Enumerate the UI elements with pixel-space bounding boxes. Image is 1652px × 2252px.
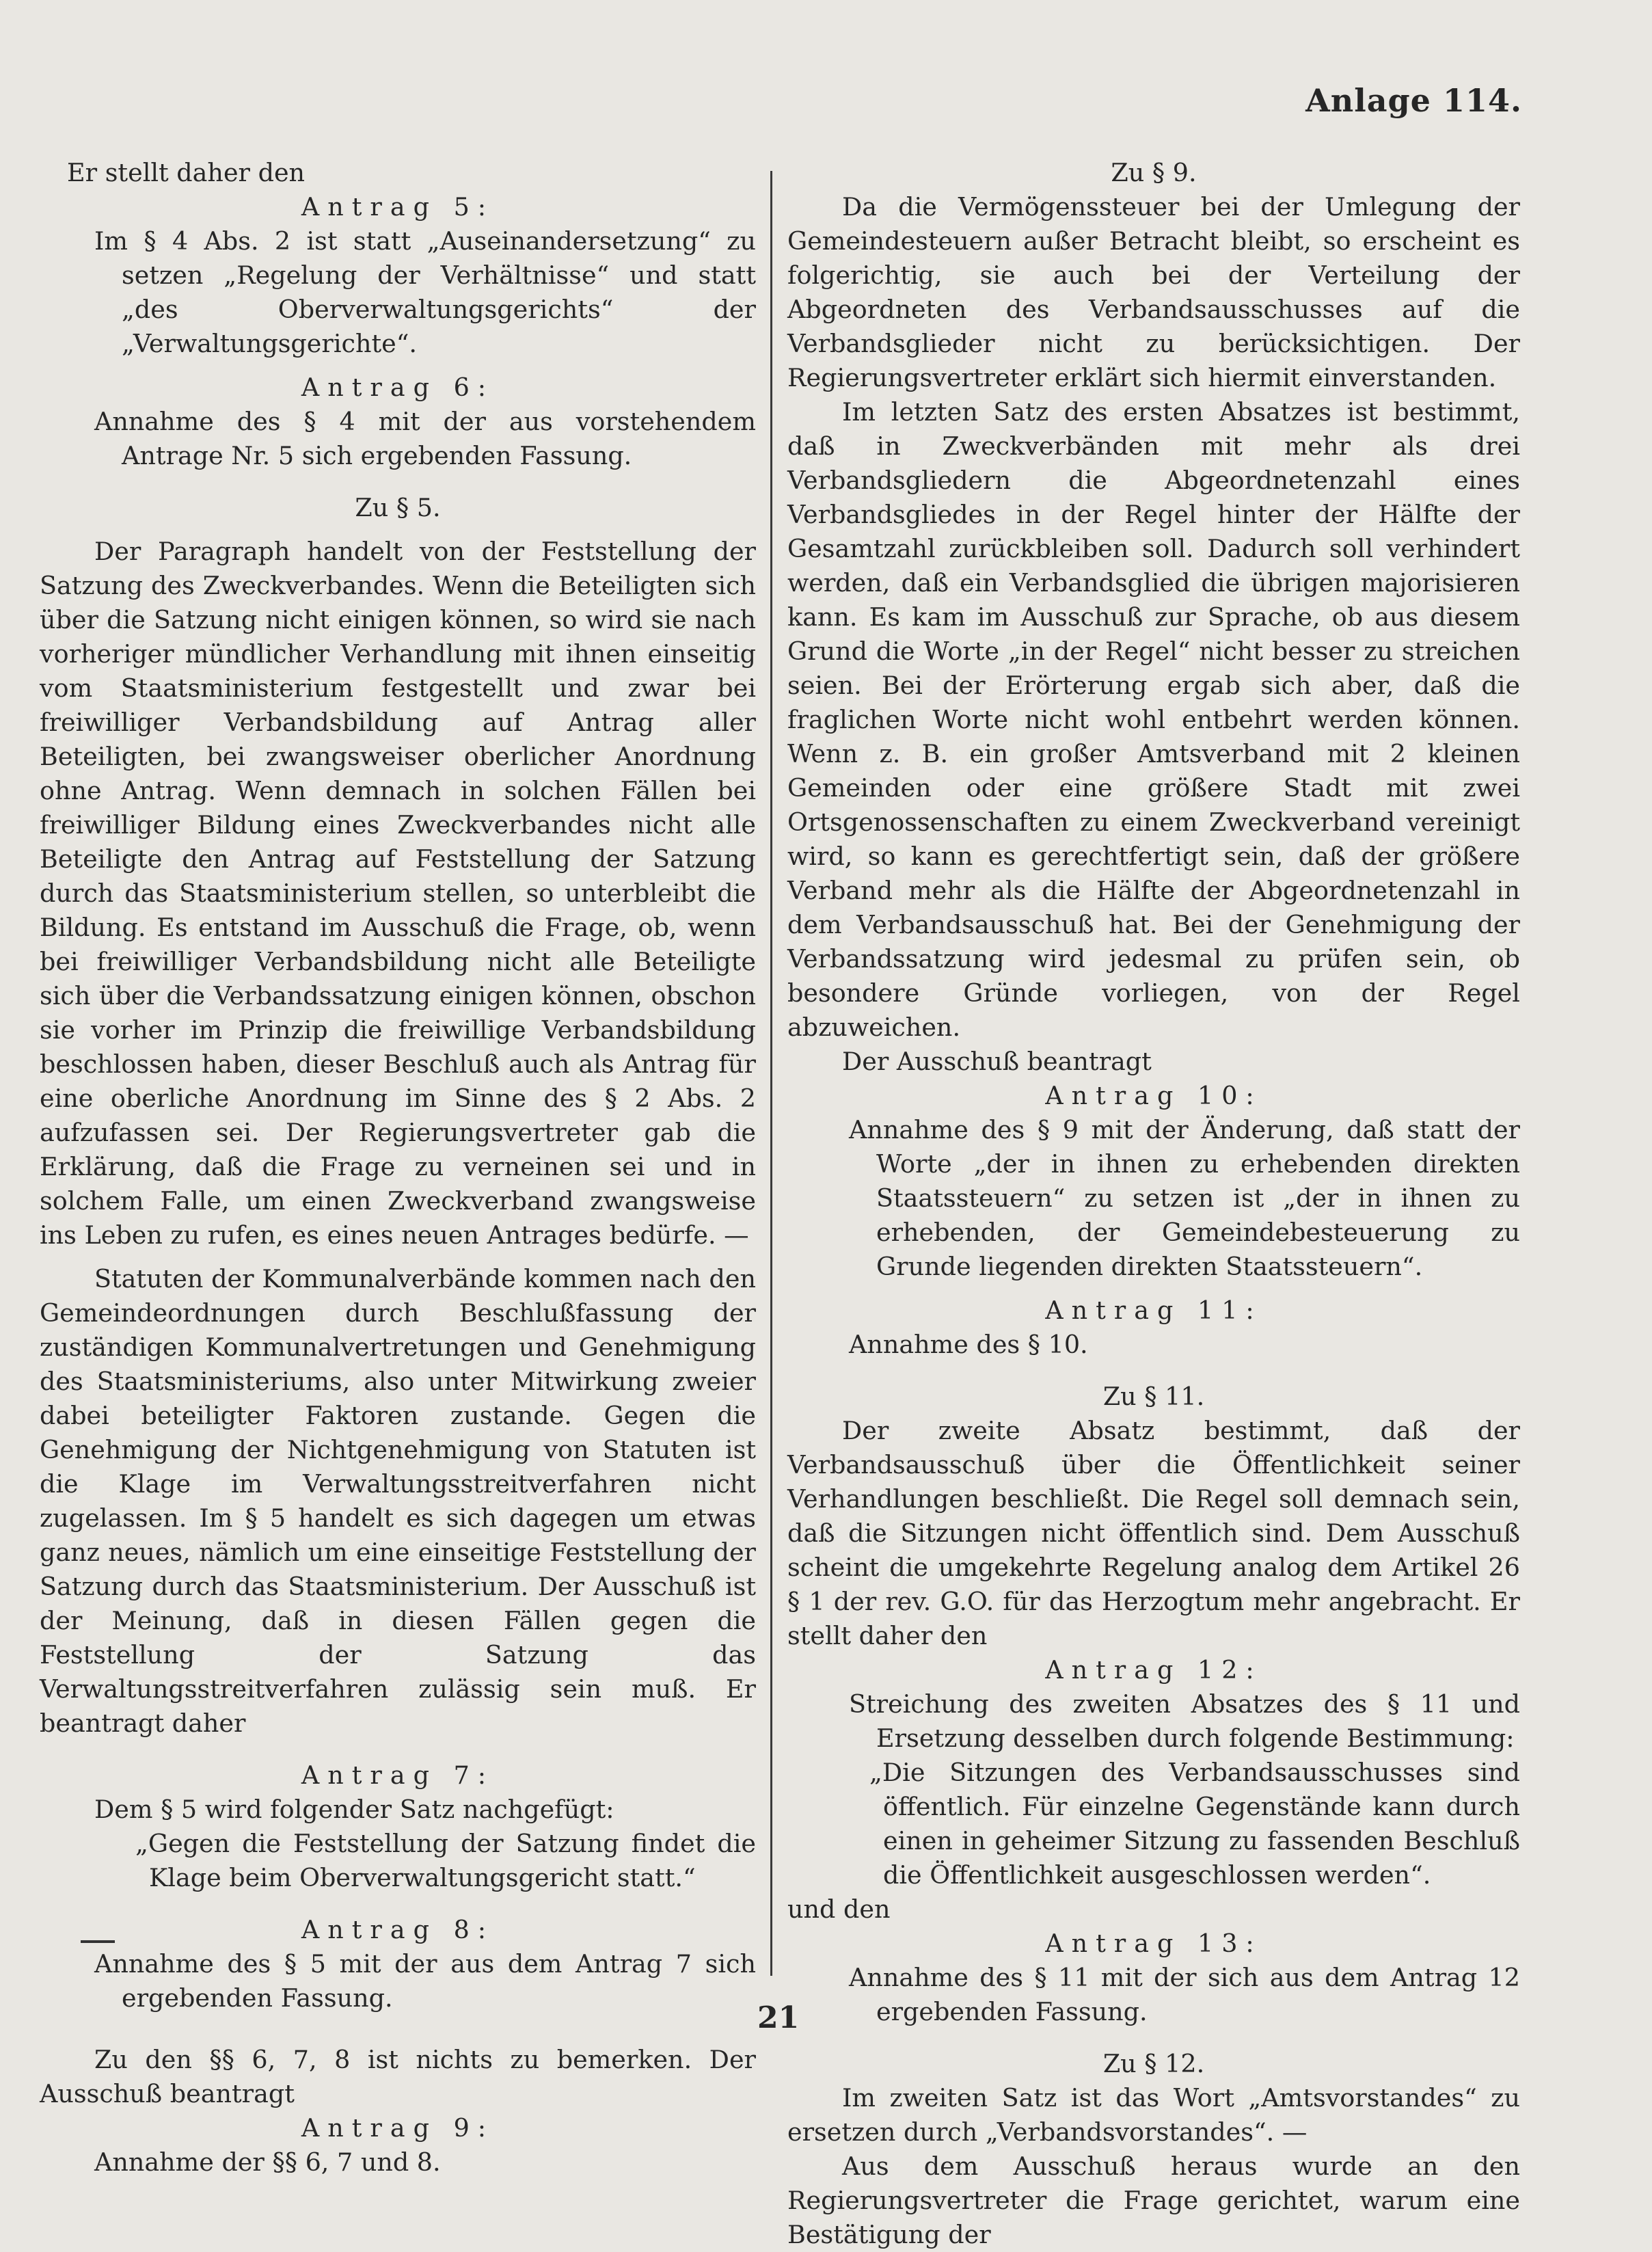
quoted-text: „Die Sitzungen des Verbandsausschusses sind öffentlich. Für einzelne Gegenstände kann durch einen in geheimer Sitzung zu fassenden Beschluß die Öffentlichkeit ausgeschlossen werden“. [869,1758,1520,1890]
paragraph: Er stellt daher den [67,158,306,187]
antrag-heading: Antrag 9: [301,2113,495,2143]
paragraph: Streichung des zweiten Absatzes des § 11 und Ersetzung desselben durch folgende Bestimmung: [849,1689,1520,1753]
section-heading: Zu § 12. [1102,2049,1205,2078]
antrag-heading: Antrag 13: [1045,1929,1262,1958]
antrag-heading: Antrag 10: [1045,1081,1262,1110]
paragraph: Der Ausschuß beantragt [842,1047,1152,1076]
section-heading: Zu § 5. [355,493,441,522]
paragraph: Im § 4 Abs. 2 ist statt „Auseinandersetzung“ zu setzen „Regelung der Verhältnisse“ und statt „des Oberverwaltungsgerichts“ der „Verwaltungsgerichte“. [94,226,756,358]
paragraph: Annahme des § 10. [849,1330,1088,1359]
antrag-heading: Antrag 11: [1045,1296,1262,1325]
quoted-text: „Gegen die Feststellung der Satzung findet die Klage beim Oberverwaltungsgericht statt.“ [135,1829,756,1892]
section-heading: Zu § 11. [1102,1382,1205,1411]
paragraph: Annahme des § 5 mit der aus dem Antrag 7 sich ergebenden Fassung. [94,1949,756,2013]
paragraph: Der zweite Absatz bestimmt, daß der Verbandsausschuß über die Öffentlichkeit seiner Verhandlungen beschließt. Die Regel soll demnach sein, daß die Sitzungen nicht öffentlich sind. Dem Ausschuß scheint die umgekehrte Regelung analog dem Artikel 26 § 1 der rev. G.O. für das Herzogtum mehr angebracht. Er stellt daher den [787,1416,1520,1650]
antrag-heading: Antrag 8: [301,1915,495,1944]
paragraph: Annahme der §§ 6, 7 und 8. [94,2147,441,2177]
paragraph: Im zweiten Satz ist das Wort „Amtsvorstandes“ zu ersetzen durch „Verbandsvorstandes“. — [787,2083,1520,2147]
antrag-heading: Antrag 7: [301,1760,495,1790]
margin-dash [81,1940,115,1943]
page-number: 21 [757,2000,800,2035]
paragraph: Zu den §§ 6, 7, 8 ist nichts zu bemerken. Der Ausschuß beantragt [40,2045,756,2108]
right-column [787,156,1520,2252]
paragraph: Dem § 5 wird folgender Satz nachgefügt: [94,1795,614,1824]
paragraph: Statuten der Kommunalverbände kommen nach den Gemeindeordnungen durch Beschlußfassung der zuständigen Kommunalvertretungen und Genehmigung des Staatsministeriums, also unter Mitwirkung zweier dabei beteiligter Faktoren zustande. Gegen die Genehmigung der Nichtgenehmigung von Statuten ist die Klage im Verwaltungsstreitverfahren nicht zugelassen. Im § 5 handelt es sich dagegen um etwas ganz neues, nämlich um eine einseitige Feststellung der Satzung durch das Staatsministerium. Der Ausschuß ist der Meinung, daß in diesen Fällen gegen die Feststellung der Satzung das Verwaltungsstreitverfahren zulässig sein muß. Er beantragt daher [40,1264,756,1738]
paragraph: Da die Vermögenssteuer bei der Umlegung der Gemeindesteuern außer Betracht bleibt, so erscheint es folgerichtig, sie auch bei der Verteilung der Abgeordneten des Verbandsausschusses auf die Verbandsglieder nicht zu berücksichtigen. Der Regierungsvertreter erklärt sich hiermit einverstanden. [787,192,1520,392]
paragraph: Im letzten Satz des ersten Absatzes ist bestimmt, daß in Zweckverbänden mit mehr als drei Verbandsgliedern die Abgeordnetenzahl eines Verbandsgliedes in der Regel hinter der Hälfte der Gesamtzahl zurückbleiben soll. Dadurch soll verhindert werden, daß ein Verbandsglied die übrigen majorisieren kann. Es kam im Ausschuß zur Sprache, ob aus diesem Grund die Worte „in der Regel“ nicht besser zu streichen seien. Bei der Erörterung ergab sich aber, daß die fraglichen Worte nicht wohl entbehrt werden können. Wenn z. B. ein großer Amtsverband mit 2 kleinen Gemeinden oder eine größere Stadt mit zwei Ortsgenossenschaften zu einem Zweckverband vereinigt wird, so kann es gerechtfertigt sein, daß der größere Verband mehr als die Hälfte der Abgeordnetenzahl in dem Verbandsausschuß hat. Bei der Genehmigung der Verbandssatzung wird jedesmal zu prüfen sein, ob besondere Gründe vorliegen, von der Regel abzuweichen. [787,397,1520,1042]
paragraph: Annahme des § 11 mit der sich aus dem Antrag 12 ergebenden Fassung. [849,1963,1520,2026]
antrag-heading: Antrag 6: [301,373,495,402]
paragraph: Annahme des § 4 mit der aus vorstehendem Antrage Nr. 5 sich ergebenden Fassung. [94,407,756,470]
antrag-heading: Antrag 12: [1045,1655,1262,1685]
paragraph: Der Paragraph handelt von der Feststellung der Satzung des Zweckverbandes. Wenn die Beteiligten sich über die Satzung nicht einigen können, so wird sie nach vorheriger mündlicher Verhandlung mit ihnen einseitig vom Staatsministerium festgestellt und zwar bei freiwilliger Verbandsbildung auf Antrag aller Beteiligten, bei zwangsweiser oberlicher Anordnung ohne Antrag. Wenn demnach in solchen Fällen bei freiwilliger Bildung eines Zweckverbandes nicht alle Beteiligte den Antrag auf Feststellung der Satzung durch das Staatsministerium stellen, so unterbleibt die Bildung. Es entstand im Ausschuß die Frage, ob, wenn bei freiwilliger Verbandsbildung nicht alle Beteiligte sich über die Verbandssatzung einigen können, obschon sie vorher im Prinzip die freiwillige Verbandsbildung beschlossen haben, dieser Beschluß auch als Antrag für eine oberliche Anordnung im Sinne des § 2 Abs. 2 aufzufassen sei. Der Regierungsvertreter gab die Erklärung, daß die Frage zu verneinen sei und in solchem Falle, um einen Zweckverband zwangsweise ins Leben zu rufen, es eines neuen Antrages bedürfe. — [40,537,756,1250]
paragraph: und den [787,1894,891,1924]
paragraph: Aus dem Ausschuß heraus wurde an den Regierungsvertreter die Frage gerichtet, warum eine Bestätigung der [787,2152,1520,2249]
annex-label: Anlage 114. [1305,82,1522,119]
left-column [40,156,756,2180]
paragraph: Annahme des § 9 mit der Änderung, daß statt der Worte „der in ihnen zu erhebenden direkten Staatssteuern“ zu setzen ist „der in ihnen zu erhebenden, der Gemeindebesteuerung zu Grunde liegenden direkten Staatssteuern“. [849,1115,1520,1281]
column-divider [770,171,772,1976]
section-heading: Zu § 9. [1111,158,1197,187]
antrag-heading: Antrag 5: [301,192,495,222]
